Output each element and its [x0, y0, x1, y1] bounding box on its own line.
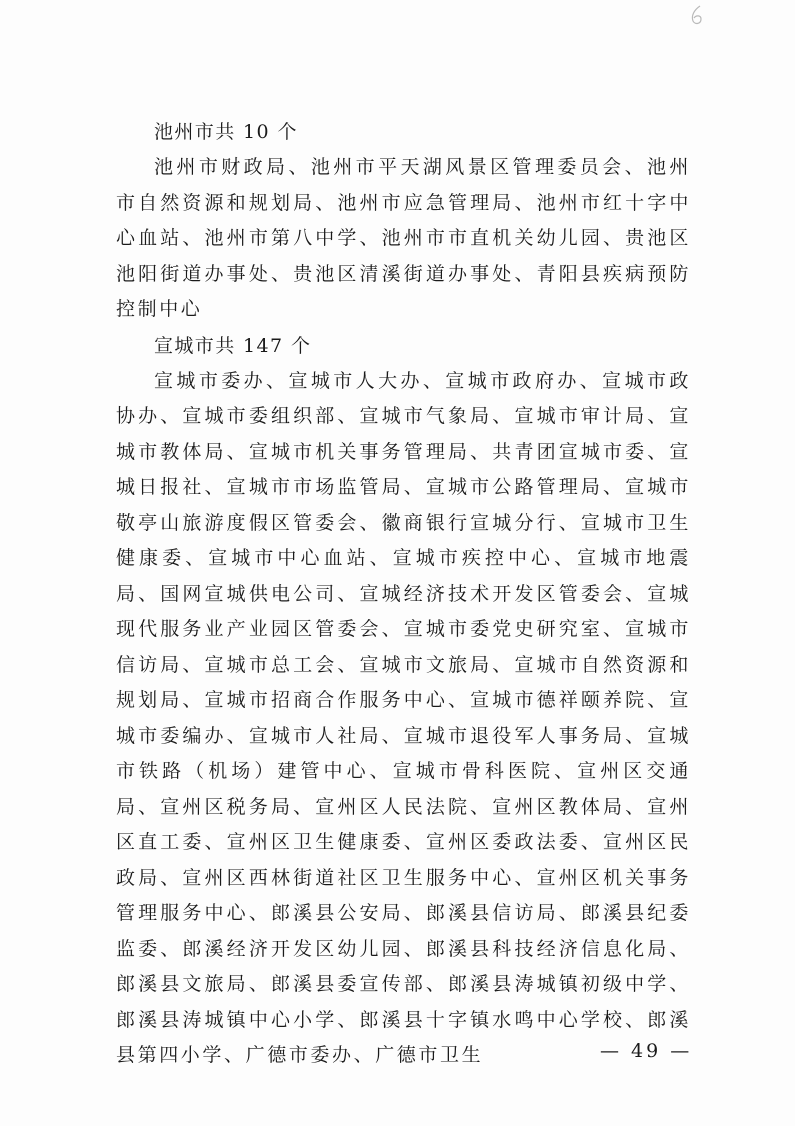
section-body-chizhou: 池州市财政局、池州市平天湖风景区管理委员会、池州市自然资源和规划局、池州市应急管理局、池州市红十字中心血站、池州市第八中学、池州市市直机关幼儿园、贵池区池阳街道办事处、贵池区清溪街道办事处、青阳县疾病预防控制中心: [116, 156, 691, 320]
page-number: — 49 —: [600, 1040, 693, 1062]
section-heading-xuancheng: 宣城市共 147 个: [154, 334, 312, 357]
section-body-xuancheng: 宣城市委办、宣城市人大办、宣城市政府办、宣城市政协办、宣城市委组织部、宣城市气象局、宣城市审计局、宣城市教体局、宣城市机关事务管理局、共青团宣城市委、宣城日报社、宣城市市场监管局、宣城市公路管理局、宣城市敬亭山旅游度假区管委会、徽商银行宣城分行、宣城市卫生健康委、宣城市中心血站、宣城市疾控中心、宣城市地震局、国网宣城供电公司、宣城经济技术开发区管委会、宣城现代服务业产业园区管委会、宣城市委党史研究室、宣城市信访局、宣城市总工会、宣城市文旅局、宣城市自然资源和规划局、宣城市招商合作服务中心、宣城市德祥颐养院、宣城市委编办、宣城市人社局、宣城市退役军人事务局、宣城市铁路（机场）建管中心、宣城市骨科医院、宣州区交通局、宣州区税务局、宣州区人民法院、宣州区教体局、宣州区直工委、宣州区卫生健康委、宣州区委政法委、宣州区民政局、宣州区西林街道社区卫生服务中心、宣州区机关事务管理服务中心、郎溪县公安局、郎溪县信访局、郎溪县纪委监委、郎溪经济开发区幼儿园、郎溪县科技经济信息化局、郎溪县文旅局、郎溪县委宣传部、郎溪县涛城镇初级中学、郎溪县涛城镇中心小学、郎溪县十字镇水鸣中心学校、郎溪县第四小学、广德市委办、广德市卫生: [116, 369, 691, 1066]
handwritten-mark: [688, 4, 706, 26]
document-body: [116, 114, 691, 1074]
section-heading-chizhou: 池州市共 10 个: [154, 121, 298, 143]
